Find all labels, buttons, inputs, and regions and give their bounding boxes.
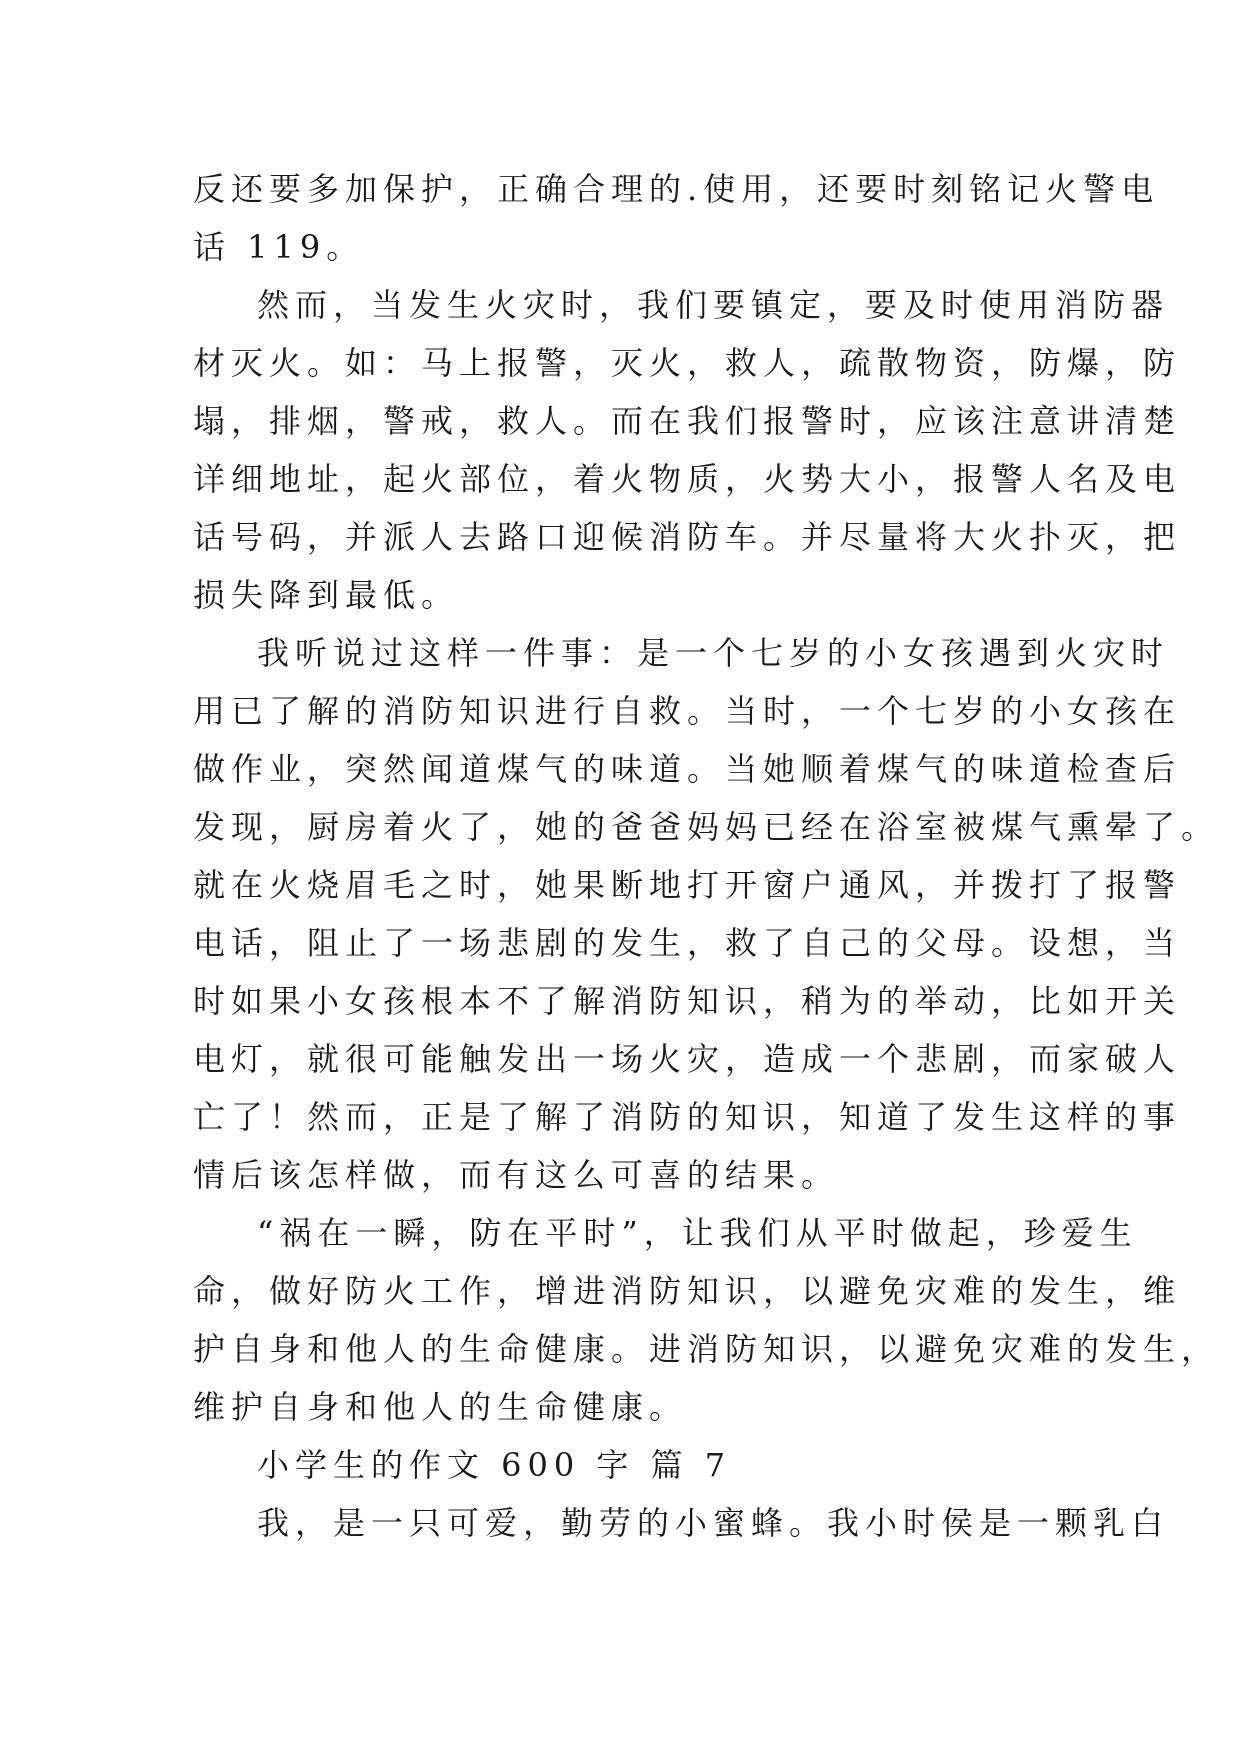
text-line: 亡了！然而，正是了解了消防的知识，知道了发生这样的事 — [193, 1098, 1182, 1136]
text-line: 话号码，并派人去路口迎候消防车。并尽量将大火扑灭，把 — [193, 518, 1182, 556]
text-line: 护自身和他人的生命健康。进消防知识，以避免灾难的发生， — [193, 1330, 1220, 1368]
text-line: 发现，厨房着火了，她的爸爸妈妈已经在浴室被煤气熏晕了。 — [193, 808, 1220, 846]
paragraph-start-line: 然而，当发生火灾时，我们要镇定，要及时使用消防器 — [257, 286, 1170, 324]
text-line: 详细地址，起火部位，着火物质，火势大小，报警人名及电 — [193, 460, 1182, 498]
text-line: 电灯，就很可能触发出一场火灾，造成一个悲剧，而家破人 — [193, 1040, 1182, 1078]
text-line: 命，做好防火工作，增进消防知识，以避免灾难的发生，维 — [193, 1272, 1182, 1310]
text-line: 情后该怎样做，而有这么可喜的结果。 — [193, 1156, 840, 1194]
text-line: 损失降到最低。 — [193, 576, 460, 614]
text-line: 塌，排烟，警戒，救人。而在我们报警时，应该注意讲清楚 — [193, 402, 1182, 440]
text-line: 电话，阻止了一场悲剧的发生，救了自己的父母。设想，当 — [193, 924, 1182, 962]
text-line: 就在火烧眉毛之时，她果断地打开窗户通风，并拨打了报警 — [193, 866, 1182, 904]
text-line: 时如果小女孩根本不了解消防知识，稍为的举动，比如开关 — [193, 982, 1182, 1020]
essay-heading: 小学生的作文 600 字 篇 7 — [257, 1446, 732, 1484]
text-line: 材灭火。如：马上报警，灭火，救人，疏散物资，防爆，防 — [193, 344, 1182, 382]
essay-body — [193, 160, 1220, 1552]
paragraph-start-line: 我，是一只可爱，勤劳的小蜜蜂。我小时侯是一颗乳白 — [257, 1504, 1170, 1542]
text-line: 反还要多加保护，正确合理的.使用，还要时刻铭记火警电 — [193, 170, 1160, 208]
text-line: 做作业，突然闻道煤气的味道。当她顺着煤气的味道检查后 — [193, 750, 1182, 788]
paragraph-start-line: “祸在一瞬，防在平时”，让我们从平时做起，珍爱生 — [257, 1214, 1138, 1252]
text-line: 用已了解的消防知识进行自救。当时，一个七岁的小女孩在 — [193, 692, 1182, 730]
paragraph-start-line: 我听说过这样一件事：是一个七岁的小女孩遇到火灾时 — [257, 634, 1170, 672]
text-line: 话 119。 — [193, 228, 365, 266]
text-line: 维护自身和他人的生命健康。 — [193, 1388, 688, 1426]
